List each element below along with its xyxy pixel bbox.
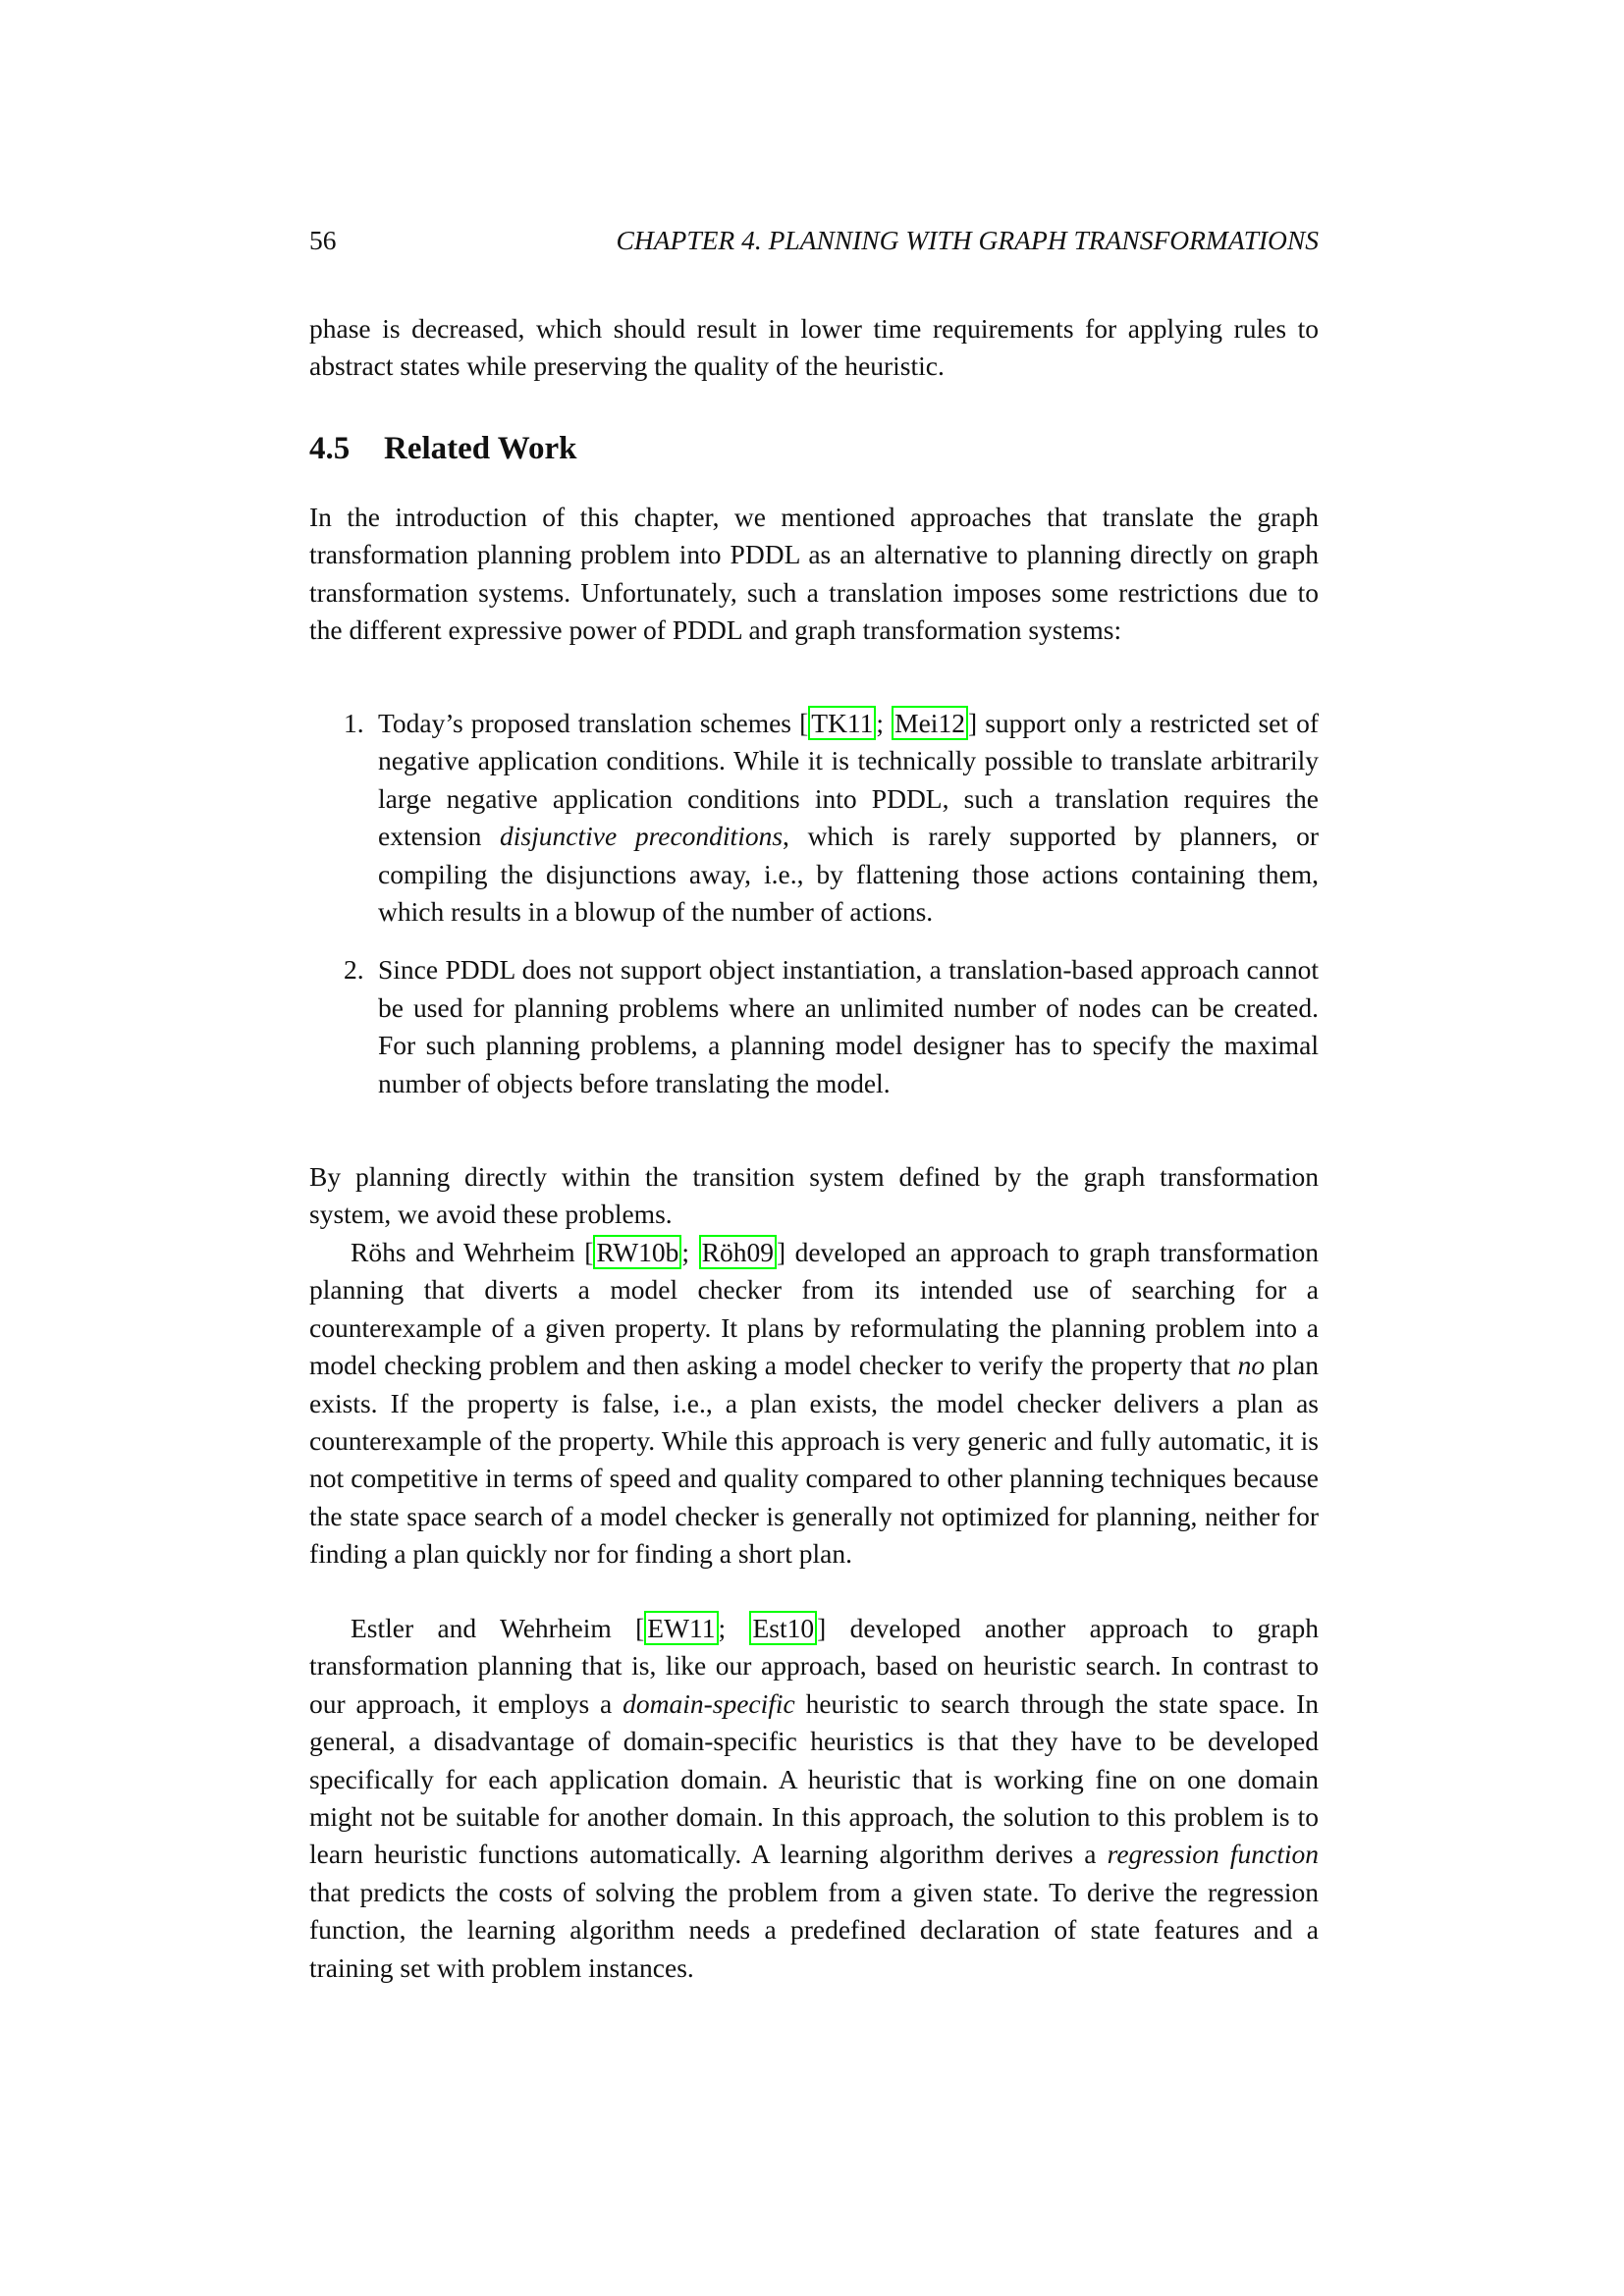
text: ;: [681, 1237, 699, 1267]
section-title: Related Work: [384, 431, 577, 466]
text: Röhs and Wehrheim [: [351, 1237, 594, 1267]
list-item: [309, 705, 1319, 931]
paragraph: By planning directly within the transition system defined by the graph transformation system, we avoid these problems.: [309, 1161, 1319, 1230]
text: ] developed an approach to graph transformation planning that diverts a model checker from its intended use of searching for a counterexample of a given property. It plans by reformulating the planning problem into a model checking problem and then asking a model checker to verify the property that: [309, 1237, 1319, 1381]
emphasis: no: [1237, 1350, 1266, 1381]
numbered-list: [309, 705, 1319, 1102]
paragraph: [309, 1610, 1319, 1987]
list-number: 2.: [344, 954, 364, 986]
page-number: 56: [309, 225, 337, 255]
paragraph: In the introduction of this chapter, we mentioned approaches that translate the graph transformation planning problem into PDDL as an alternative to planning directly on graph transformation systems. Unfortunately, such a translation imposes some restrictions due to the different expressive power of PDDL and graph transformation systems:: [309, 502, 1319, 646]
text: heuristic to search through the state space. In general, a disadvantage of domain-specific heuristics is that they have to be developed specifically for each application domain. A heuristic that is working fine on one domain might not be suitable for another domain. In this approach, the solution to this problem is to learn heuristic functions automatically. A learning algorithm derives a: [309, 1687, 1320, 1870]
list-number: 1.: [344, 708, 364, 738]
intro-paragraph: phase is decreased, which should result in lower time requirements for applying rules to abstract states while preserving the quality of the heuristic.: [309, 313, 1319, 382]
section-number: 4.5: [309, 431, 351, 466]
citation-link[interactable]: Est10: [749, 1611, 817, 1645]
text: ;: [876, 708, 893, 738]
paragraph: [309, 1234, 1319, 1574]
citation-link[interactable]: TK11: [808, 706, 876, 740]
text: plan exists. If the property is false, i.e., a plan exists, the model checker delivers a plan as counterexample of the property. While this approach is very generic and fully automatic, it is not competitive in terms of speed and quality compared to other planning techniques because the state space search of a model checker is generally not optimized for planning, neither for finding a plan quickly nor for finding a short plan.: [309, 1350, 1319, 1570]
text: ] developed another approach to graph transformation planning that is, like our approach, based on heuristic search. In contrast to our approach, it employs a: [309, 1613, 1320, 1719]
text: ;: [718, 1613, 750, 1643]
text: ] support only a restricted set of negative application conditions. While it is technically possible to translate arbitrarily large negative application conditions into PDDL, such a translation requires the extension: [378, 708, 1320, 852]
text: Today’s proposed translation schemes [: [378, 708, 809, 738]
list-item: [309, 951, 1319, 1102]
text: that predicts the costs of solving the problem from a given state. To derive the regression function, the learning algorithm needs a predefined declaration of state features and a training set with problem instances.: [309, 1876, 1319, 1983]
citation-link[interactable]: EW11: [644, 1611, 718, 1645]
emphasis: disjunctive preconditions: [500, 821, 784, 852]
emphasis: domain-specific: [623, 1687, 795, 1719]
text: Estler and Wehrheim [: [351, 1613, 645, 1643]
text: Since PDDL does not support object instantiation, a translation-based approach cannot be used for planning problems where an unlimited number of nodes can be created. For such planning problems, a planning model designer has to specify the maximal number of objects before translating the model.: [378, 954, 1319, 1098]
citation-link[interactable]: Röh09: [699, 1235, 777, 1269]
section-heading: [309, 430, 1319, 467]
citation-link[interactable]: Mei12: [892, 706, 968, 740]
text: , which is rarely supported by planners, or compiling the disjunctions away, i.e., by flattening those actions containing them, which results in a blowup of the number of actions.: [378, 821, 1319, 928]
emphasis: regression function: [1107, 1839, 1319, 1870]
citation-link[interactable]: RW10b: [593, 1235, 681, 1269]
chapter-title: CHAPTER 4. PLANNING WITH GRAPH TRANSFORMATIONS: [616, 225, 1319, 255]
